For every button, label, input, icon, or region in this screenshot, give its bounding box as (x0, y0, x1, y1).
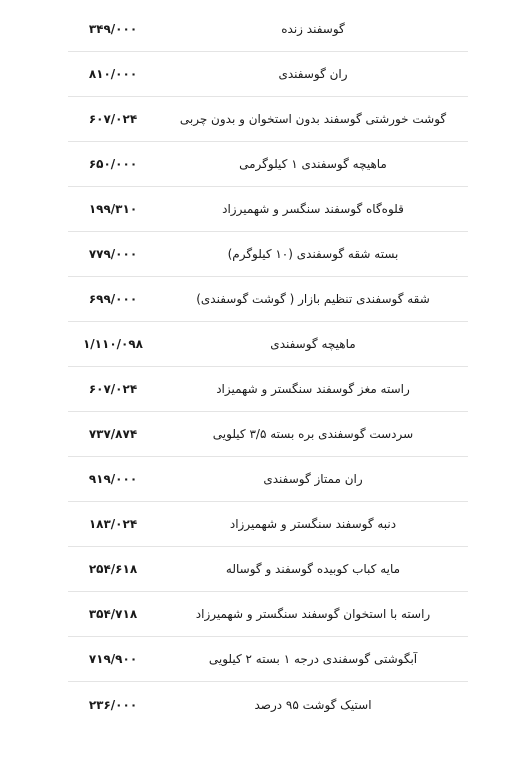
product-name-cell: قلوه‌گاه گوسفند سنگسر و شهمیرزاد (222, 202, 404, 216)
price-cell: ۶۵۰/۰۰۰ (88, 157, 138, 171)
product-name-cell: ران ممتاز گوسفندی (263, 472, 363, 486)
price-cell: ۸۱۰/۰۰۰ (88, 67, 138, 81)
product-name-cell: بسته شقه گوسفندی (۱۰ کیلوگرم) (227, 247, 399, 261)
table-row (68, 7, 468, 52)
table-row (68, 412, 468, 457)
table-row (68, 502, 468, 547)
product-name-cell: استیک گوشت ۹۵ درصد (254, 697, 372, 712)
product-name-cell: گوسفند زنده (281, 22, 345, 36)
table-row (68, 232, 468, 277)
price-cell: ۱۸۳/۰۲۴ (88, 517, 138, 531)
table-row (68, 367, 468, 412)
price-cell: ۱۹۹/۳۱۰ (88, 202, 138, 216)
product-name-cell: دنبه گوسفند سنگستر و شهمیرزاد (229, 517, 397, 531)
price-cell: ۹۱۹/۰۰۰ (88, 472, 138, 486)
product-name-cell: راسته مغز گوسفند سنگستر و شهمیزاد (216, 382, 410, 396)
price-cell: ۶۰۷/۰۲۴ (88, 382, 138, 396)
product-name-cell: شقه گوسفندی تنظیم بازار ( گوشت گوسفندی) (196, 292, 430, 306)
product-name-cell: ماهیچه گوسفندی ۱ کیلوگرمی (239, 157, 387, 171)
table-row (68, 682, 468, 727)
table-row (68, 187, 468, 232)
table-row (68, 592, 468, 637)
price-cell: ۱/۱۱۰/۰۹۸ (82, 337, 144, 351)
product-name-cell: راسته با استخوان گوسفند سنگستر و شهمیرزاد (195, 607, 431, 621)
table-row (68, 142, 468, 187)
price-cell: ۲۵۴/۶۱۸ (88, 562, 138, 576)
table-row (68, 277, 468, 322)
product-name-cell: سردست گوسفندی بره بسته ۳/۵ کیلویی (212, 427, 414, 441)
price-cell: ۷۷۹/۰۰۰ (88, 247, 138, 261)
price-cell: ۶۰۷/۰۲۴ (88, 112, 138, 126)
product-name-cell: آبگوشتی گوسفندی درجه ۱ بسته ۲ کیلویی (208, 652, 418, 666)
table-row (68, 97, 468, 142)
table-row (68, 637, 468, 682)
product-name-cell: مایه کباب کوبیده گوسفند و گوساله (225, 562, 401, 576)
product-name-cell: ران گوسفندی (278, 67, 348, 81)
price-cell: ۶۹۹/۰۰۰ (88, 292, 138, 306)
price-cell: ۳۴۹/۰۰۰ (88, 22, 138, 36)
table-row (68, 52, 468, 97)
price-cell: ۳۵۴/۷۱۸ (88, 607, 138, 621)
price-cell: ۷۱۹/۹۰۰ (88, 652, 138, 666)
price-table (68, 7, 468, 727)
price-cell: ۷۳۷/۸۷۴ (88, 427, 138, 441)
product-name-cell: ماهیچه گوسفندی (270, 337, 356, 351)
table-row (68, 322, 468, 367)
table-row (68, 457, 468, 502)
table-row (68, 547, 468, 592)
product-name-cell: گوشت خورشتی گوسفند بدون استخوان و بدون چربی (179, 112, 447, 126)
price-cell: ۲۳۶/۰۰۰ (88, 697, 138, 712)
